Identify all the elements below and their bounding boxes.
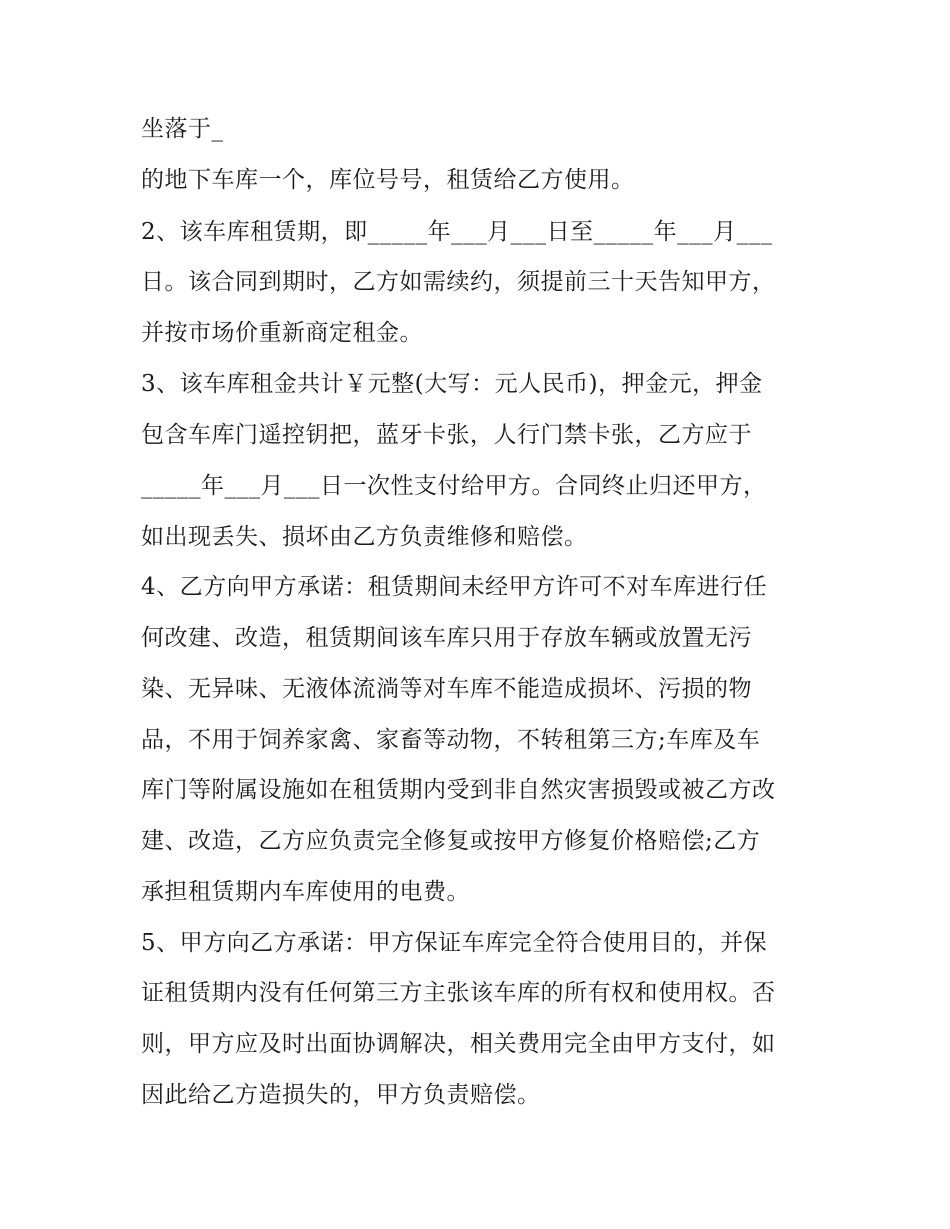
text-line: 则，甲方应及时出面协调解决，相关费用完全由甲方支付，如 (141, 1031, 776, 1057)
text-line: 何改建、改造，租赁期间该车库只用于存放车辆或放置无污 (141, 625, 752, 651)
text-line: 如出现丢失、损坏由乙方负责维修和赔偿。 (141, 524, 588, 550)
text-line: 建、改造，乙方应负责完全修复或按甲方修复价格赔偿;乙方 (141, 828, 761, 854)
text-line: _____年___月___日一次性支付给甲方。合同终止归还甲方， (141, 473, 767, 499)
text-line: 坐落于_ (141, 116, 224, 142)
text-line: 并按市场价重新商定租金。 (141, 320, 423, 346)
text-line: 4、乙方向甲方承诺：租赁期间未经甲方许可不对车库进行任 (141, 574, 768, 600)
text-line: 3、该车库租金共计￥元整(大写：元人民币)，押金元，押金 (141, 371, 763, 397)
text-line: 库门等附属设施如在租赁期内受到非自然灾害损毁或被乙方改 (141, 777, 776, 803)
text-line: 日。该合同到期时，乙方如需续约，须提前三十天告知甲方， (141, 269, 776, 295)
text-line: 证租赁期内没有任何第三方主张该车库的所有权和使用权。否 (141, 980, 776, 1006)
text-line: 包含车库门遥控钥把，蓝牙卡张，人行门禁卡张，乙方应于 (141, 422, 752, 448)
text-line: 2、该车库租赁期，即_____年___月___日至_____年___月___ (141, 219, 773, 245)
text-line: 的地下车库一个，库位号号，租赁给乙方使用。 (141, 167, 635, 193)
text-line: 品，不用于饲养家禽、家畜等动物，不转租第三方;车库及车 (141, 727, 761, 753)
text-line: 因此给乙方造损失的，甲方负责赔偿。 (141, 1082, 541, 1108)
text-line: 承担租赁期内车库使用的电费。 (141, 879, 470, 905)
text-line: 染、无异味、无液体流淌等对车库不能造成损坏、污损的物 (141, 676, 752, 702)
text-line: 5、甲方向乙方承诺：甲方保证车库完全符合使用目的，并保 (141, 930, 768, 956)
